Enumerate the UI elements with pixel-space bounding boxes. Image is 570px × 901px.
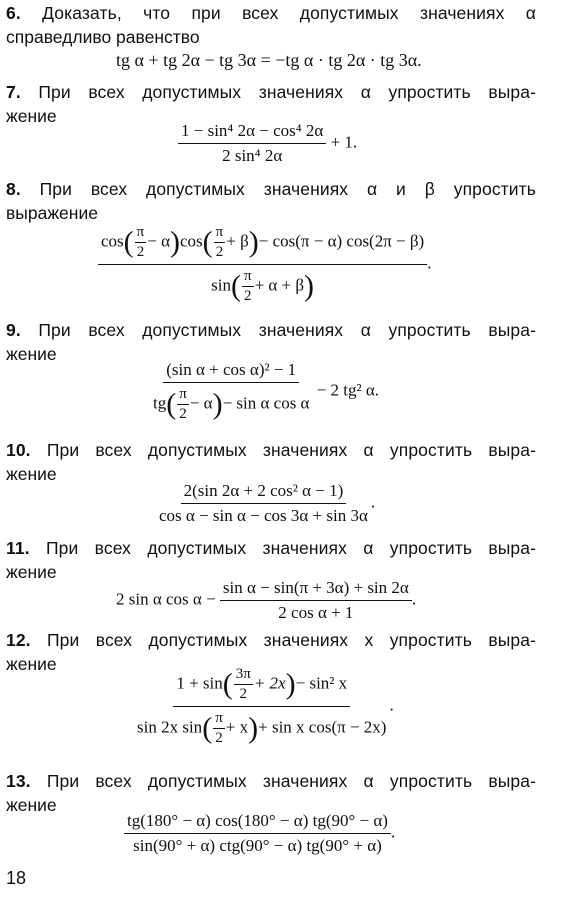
fraction-numerator: 1 + sin( $\frac{3\pi}{2}$ + 2x)− sin² x — [173, 666, 350, 707]
fraction-denominator: tg( $\frac{\pi}{2}$ − α)− sin α cos α — [153, 386, 310, 422]
problem-statement: При всех допустимых значениях α упростить выра- — [38, 320, 537, 340]
problem-12-formula — [134, 666, 394, 747]
formula-tail: . — [427, 253, 432, 273]
problem-8-formula — [98, 224, 431, 305]
fraction — [134, 666, 389, 747]
sin-function: sin — [211, 275, 231, 295]
problem-statement: Доказать, что при всех допустимых значениях α — [42, 3, 537, 23]
problem-12-text-line2: жение — [6, 654, 57, 674]
pi-over-2: $\frac{\pi}{2}$ — [215, 710, 223, 746]
problem-9-text — [6, 318, 536, 342]
problem-9-formula — [150, 360, 379, 423]
fraction — [124, 811, 391, 856]
problem-number: 10. — [6, 440, 31, 460]
fraction-numerator: 1 − sin⁴ 2α − cos⁴ 2α — [178, 121, 326, 144]
problem-11-text — [6, 536, 536, 560]
problem-13-text — [6, 769, 536, 793]
formula-tail: . — [370, 492, 376, 512]
problem-10-text-line2: жение — [6, 464, 57, 484]
problem-11-text-line2: жение — [6, 562, 57, 582]
problem-number: 11. — [6, 538, 30, 558]
problem-7-text-line2: жение — [6, 106, 57, 126]
problem-13-text-line2: жение — [6, 795, 57, 815]
problem-11-formula — [116, 578, 416, 623]
problem-number: 12. — [6, 630, 31, 650]
problem-statement: При всех допустимых значениях α и β упростить — [39, 179, 536, 199]
formula-tail: . — [389, 695, 394, 715]
problem-6-formula: tg α + tg 2α − tg 3α = −tg α · tg 2α · tg 3α. — [116, 50, 422, 70]
formula-tail: . — [411, 589, 417, 609]
pi-over-2: $\frac{\pi}{2}$ — [243, 268, 252, 304]
problem-7-text — [6, 80, 536, 104]
problem-13-formula — [124, 811, 395, 856]
problem-statement: При всех допустимых значениях x упростить выра- — [47, 630, 536, 650]
problem-9-text-line2: жение — [6, 344, 57, 364]
formula-tail: + 1. — [330, 132, 358, 152]
pi-over-2: $\frac{\pi}{2}$ — [179, 386, 187, 422]
problem-statement: При всех допустимых значениях α упростить выра- — [46, 440, 537, 460]
problem-statement: При всех допустимых значениях α упростить выра- — [45, 538, 537, 558]
fraction — [178, 121, 326, 166]
problem-12-text — [6, 628, 536, 652]
fraction-denominator: sin 2x sin( $\frac{\pi}{2}$ + x)+ sin x cos(π − 2x) — [137, 710, 387, 746]
fraction-denominator: cos α − sin α − cos 3α + sin 3α — [159, 506, 368, 525]
fraction-numerator: tg(180° − α) cos(180° − α) tg(90° − α) — [124, 811, 391, 834]
fraction — [150, 360, 312, 423]
fraction-numerator: 2(sin 2α + 2 cos² α − 1) — [181, 481, 347, 504]
problem-statement: При всех допустимых значениях α упростить выра- — [38, 82, 537, 102]
fraction-denominator: sin( $\frac{\pi}{2}$ + α + β) — [211, 268, 315, 304]
fraction-numerator: sin α − sin(π + 3α) + sin 2α — [220, 578, 412, 601]
problem-6-text — [6, 1, 536, 25]
fraction — [98, 224, 427, 305]
problem-number: 13. — [6, 771, 31, 791]
cos-function: cos — [180, 231, 203, 251]
problem-10-text — [6, 438, 536, 462]
fraction-numerator: cos( $\frac{\pi}{2}$ − α)cos( $\frac{\pi}{2}$ + β)− cos(π − α) cos(2π − β) — [98, 224, 427, 265]
formula-tail: . — [390, 822, 396, 842]
fraction-denominator: sin(90° + α) ctg(90° − α) tg(90° + α) — [133, 836, 382, 855]
problem-8-text — [6, 177, 536, 201]
fraction-denominator: 2 sin⁴ 2α — [222, 146, 283, 165]
page-number: 18 — [6, 868, 27, 888]
problem-number: 7. — [6, 82, 21, 102]
fraction — [220, 578, 412, 623]
three-pi-over-2: $\frac{3\pi}{2}$ — [235, 666, 251, 702]
formula-tail: − 2 tg² α. — [316, 380, 380, 400]
pi-over-2: $\frac{\pi}{2}$ — [215, 224, 224, 260]
problem-8-text-line2: выражение — [6, 203, 98, 223]
problem-statement: При всех допустимых значениях α упростить выра- — [46, 771, 537, 791]
pi-over-2: $\frac{\pi}{2}$ — [136, 224, 145, 260]
problem-6-text-line2: справедливо равенство — [6, 27, 200, 47]
formula-head: 2 sin α cos α − — [116, 589, 216, 609]
problem-number: 8. — [6, 179, 21, 199]
fraction-numerator: (sin α + cos α)² − 1 — [163, 360, 299, 383]
problem-number: 6. — [6, 3, 21, 23]
fraction-denominator: 2 cos α + 1 — [278, 603, 354, 622]
fraction — [156, 481, 371, 526]
cos-function: cos — [101, 231, 124, 251]
problem-7-formula — [178, 121, 357, 166]
problem-10-formula — [156, 481, 375, 526]
tg-function: tg — [153, 393, 167, 413]
problem-number: 9. — [6, 320, 21, 340]
